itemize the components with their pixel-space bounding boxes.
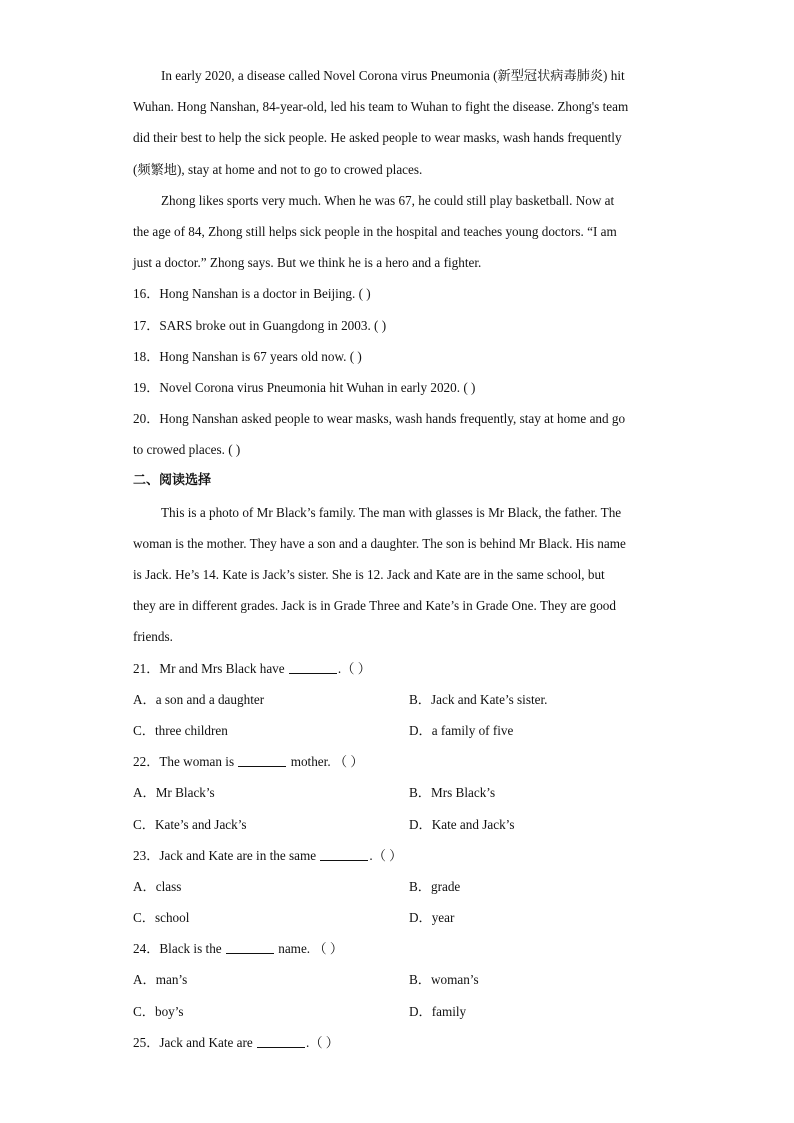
option-a[interactable]: A．a son and a daughter: [133, 691, 265, 707]
option-a[interactable]: A．man’s: [133, 972, 188, 988]
passage-line: did their best to help the sick people. He asked people to wear masks, wash hands frequently: [133, 130, 622, 146]
option-c[interactable]: C．three children: [133, 722, 228, 738]
options-row: [133, 902, 663, 933]
options-row: [133, 715, 663, 746]
passage-line: This is a photo of Mr Black’s family. The man with glasses is Mr Black, the father. The: [161, 504, 622, 520]
question-stem: 24．Black is the: [133, 941, 222, 957]
question-stem: 23．Jack and Kate are in the same: [133, 847, 317, 863]
option-b[interactable]: B．Mrs Black’s: [409, 785, 496, 801]
question-stem: 25．Jack and Kate are: [133, 1034, 253, 1050]
question-stem-end: .（ ）: [306, 1034, 339, 1050]
option-c[interactable]: C．boy’s: [133, 1003, 184, 1019]
true-false-questions: [133, 278, 663, 465]
answer-blank: [257, 1033, 305, 1048]
answer-blank: [289, 659, 337, 674]
answer-blank: [320, 846, 368, 861]
passage-line: is Jack. He’s 14. Kate is Jack’s sister. She is 12. Jack and Kate are in the same school, but: [133, 567, 605, 582]
question-23: [133, 840, 663, 871]
question-stem: 22．The woman is: [133, 754, 235, 770]
passage-line: (频繁地), stay at home and not to go to crowed places.: [133, 161, 423, 177]
option-d[interactable]: D．year: [409, 910, 455, 926]
options-row: [133, 684, 663, 715]
option-d[interactable]: D．a family of five: [409, 722, 514, 738]
question-24: [133, 933, 663, 964]
question-21: [133, 653, 663, 684]
passage-line: woman is the mother. They have a son and a daughter. The son is behind Mr Black. His name: [133, 535, 626, 551]
answer-blank: [226, 939, 274, 954]
section-title: 二、阅读选择: [133, 473, 212, 489]
question-17: 17．SARS broke out in Guangdong in 2003. ( ): [133, 317, 387, 333]
question-19: 19．Novel Corona virus Pneumonia hit Wuhan in early 2020. ( ): [133, 379, 476, 395]
passage-black-family: [133, 497, 663, 653]
passage-line: In early 2020, a disease called Novel Corona virus Pneumonia (新型冠状病毒肺炎) hit: [161, 68, 625, 83]
passage-line: Zhong likes sports very much. When he was 67, he could still play basketball. Now at: [161, 192, 615, 208]
option-b[interactable]: B．grade: [409, 878, 461, 894]
question-stem-end: name. （ ）: [278, 941, 344, 957]
option-b[interactable]: B．Jack and Kate’s sister.: [409, 691, 548, 707]
question-25: [133, 1027, 663, 1058]
question-stem-end: .（ ）: [369, 847, 403, 863]
question-20: 20．Hong Nanshan asked people to wear masks, wash hands frequently, stay at home and go: [133, 411, 626, 427]
option-d[interactable]: D．family: [409, 1003, 467, 1019]
options-row: [133, 996, 663, 1027]
question-stem: 21．Mr and Mrs Black have: [133, 660, 285, 676]
option-a[interactable]: A．Mr Black’s: [133, 785, 215, 801]
passage-line: friends.: [133, 629, 173, 645]
options-row: [133, 809, 663, 840]
question-22: [133, 746, 663, 777]
option-c[interactable]: C．Kate’s and Jack’s: [133, 816, 247, 832]
options-row: [133, 777, 663, 808]
question-stem-end: mother. （ ）: [290, 754, 364, 770]
option-c[interactable]: C．school: [133, 910, 190, 926]
question-stem-end: .（ ）: [337, 660, 371, 676]
passage-line: just a doctor.” Zhong says. But we think he is a hero and a fighter.: [133, 255, 482, 271]
passage-zhong-nanshan: [133, 60, 663, 278]
option-d[interactable]: D．Kate and Jack’s: [409, 816, 515, 832]
option-a[interactable]: A．class: [133, 878, 182, 894]
passage-line: they are in different grades. Jack is in Grade Three and Kate’s in Grade One. They are good: [133, 598, 616, 614]
options-row: [133, 964, 663, 995]
question-18: 18．Hong Nanshan is 67 years old now. ( ): [133, 348, 362, 364]
passage-line: Wuhan. Hong Nanshan, 84-year-old, led his team to Wuhan to fight the disease. Zhong's team: [133, 99, 629, 115]
passage-line: the age of 84, Zhong still helps sick people in the hospital and teaches young doctors. “I am: [133, 223, 617, 239]
multiple-choice-questions: [133, 653, 663, 1058]
question-20-continued: to crowed places. ( ): [133, 442, 241, 458]
question-16: 16．Hong Nanshan is a doctor in Beijing. ( ): [133, 286, 371, 302]
option-b[interactable]: B．woman’s: [409, 972, 479, 988]
answer-blank: [238, 752, 286, 767]
options-row: [133, 871, 663, 902]
worksheet-page: [133, 60, 663, 1058]
